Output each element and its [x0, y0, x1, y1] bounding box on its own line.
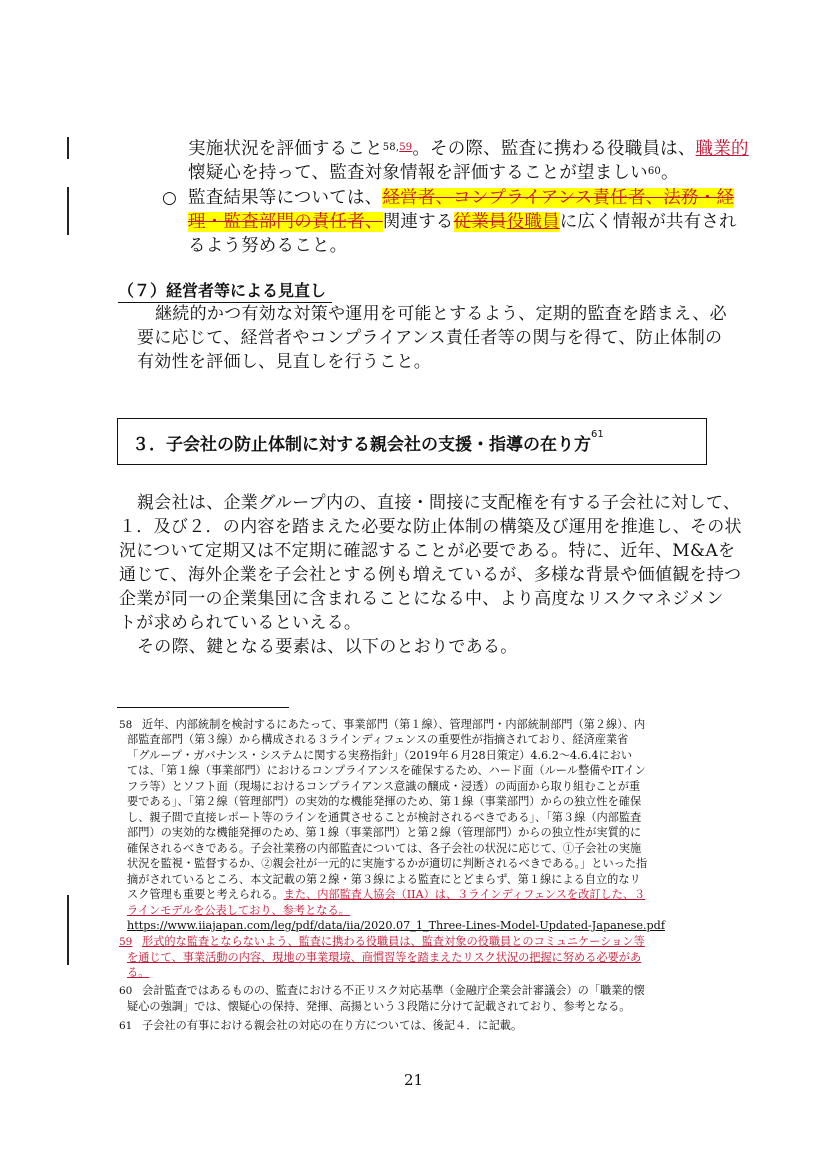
- text-segment: に広く情報が共有され: [559, 212, 737, 232]
- deleted-text: 理・監査部門の責任者、: [188, 212, 383, 232]
- footnote-number: 60: [119, 985, 133, 997]
- footnote-line: 摘がされているところ、本文記載の第２線・第３線による監査にとどまらず、第１線による自立的なリ: [127, 873, 641, 886]
- footnote-number: 61: [119, 1020, 133, 1032]
- footnote-line: [127, 965, 149, 981]
- text-segment: 。その際、監査に携わる役職員は、: [412, 139, 696, 159]
- deleted-text: 従業員: [453, 212, 507, 232]
- footnote-line: 部門）の実効的な機能発揮のため、第１線（事業部門）と第２線（管理部門）からの独立性が実質的に: [127, 826, 642, 839]
- text-segment: 懐疑心を持って、監査対象情報を評価することが望ましい: [188, 163, 648, 183]
- footnote-line: 疑心の強調」では、懐疑心の保持、発揮、高揚という３段階に分けて記載されており、参考となる。: [127, 1000, 631, 1013]
- footnote-separator: [117, 707, 289, 708]
- section-title: [132, 430, 604, 455]
- footnote-60: [119, 983, 132, 1000]
- footnote-61: [119, 1018, 132, 1035]
- paragraph-line: 通じて、海外企業を子会社とする例も増えているが、多様な背景や価値観を持つ: [119, 565, 742, 585]
- footnote-line: し、親子間で直接レポート等のラインを通貫させることが検討されるべきである」、「第３線（内部監査: [127, 811, 642, 824]
- bullet-text-line: [188, 161, 679, 185]
- bullet-text-line: [188, 234, 347, 258]
- footnote-line: 近年、内部統制を検討するにあたって、事業部門（第１線）、管理部門・内部統制部門（第２線）、内: [142, 718, 646, 731]
- paragraph-line: その際、鍵となる要素は、以下のとおりである。: [137, 637, 518, 657]
- paragraph-line: 継続的かつ有効な対策や運用を可能とするよう、定期的監査を踏まえ、必: [155, 304, 727, 324]
- paragraph-line: 有効性を評価し、見直しを行うこと。: [137, 352, 432, 372]
- paragraph-line: 要に応じて、経営者やコンプライアンス責任者等の関与を得て、防止体制の: [137, 328, 723, 348]
- footnote-line: 「グループ・ガバナンス・システムに関する実務指針」（2019年６月28日策定）4.6.2～4.6.4におい: [127, 749, 633, 762]
- paragraph-line: トが求められているといえる。: [119, 613, 362, 633]
- text-segment: 関連する: [382, 212, 454, 232]
- bullet-text-line: [188, 210, 737, 234]
- deleted-text: 経営者、コンプライアンス責任者、法務・経: [382, 188, 735, 208]
- section-title-text: ３．子会社の防止体制に対する親会社の支援・指導の在り方: [132, 435, 591, 455]
- footnote-line: [142, 934, 645, 950]
- text-segment: スク管理も重要と考えられる。: [127, 888, 284, 901]
- footnote-line: [127, 903, 350, 919]
- bullet-text-line: [188, 186, 734, 210]
- change-bar: [67, 895, 69, 965]
- inserted-text: 職業的: [695, 139, 749, 159]
- inserted-text: る。: [127, 966, 150, 979]
- footnote-number: 58: [119, 719, 133, 731]
- text-segment: 。: [660, 163, 679, 183]
- footnote-ref-61: 61: [591, 429, 604, 440]
- footnote-line: [127, 950, 641, 966]
- inserted-text: 役職員: [506, 212, 560, 232]
- paragraph-line: １．及び２．の内容を踏まえた必要な防止体制の構築及び運用を推進し、その状: [119, 517, 742, 537]
- text-segment: 実施状況を評価すること: [188, 139, 383, 159]
- footnote-ref-60: 60: [647, 166, 661, 177]
- footnote-ref-59: 59: [399, 142, 413, 153]
- paragraph-line: 親会社は、企業グループ内の、直接・間接に支配権を有する子会社に対して、: [137, 493, 741, 513]
- section-title-box: [117, 418, 707, 465]
- footnote-line: 会計監査ではあるものの、監査における不正リスク対応基準（金融庁企業会計審議会）の「職業的懐: [142, 984, 645, 997]
- footnote-line: 確保されるべきである。子会社業務の内部監査については、各子会社の状況に応じて、①子会社の実施: [127, 842, 642, 855]
- inserted-text: を通じて、事業活動の内容、現地の事業環境、商慣習等を踏まえたリスク状況の把握に努める必要があ: [127, 951, 642, 964]
- footnote-line: 部監査部門（第３線）から構成される３ラインディフェンスの重要性が指摘されており、経済産業省: [127, 733, 629, 746]
- inserted-text: ラインモデルを公表しており、参考となる。: [127, 904, 350, 917]
- paragraph-line: 企業が同一の企業集団に含まれることになる中、より高度なリスクマネジメン: [119, 589, 724, 609]
- footnote-number: 59: [119, 936, 133, 948]
- footnote-line: [127, 887, 645, 903]
- subsection-heading: （７）経営者等による見直し: [118, 280, 332, 303]
- footnote-line: ては、「第１線（事業部門）におけるコンプライアンスを確保するため、ハード面（ルール整備やITイン: [127, 764, 646, 777]
- text-segment: るよう努めること。: [188, 236, 348, 256]
- paragraph-line: 況について定期又は不定期に確認することが必要である。特に、近年、M&Aを: [119, 541, 736, 561]
- text-segment: 監査結果等については、: [188, 188, 383, 208]
- footnote-59: [119, 934, 132, 951]
- footnote-line: 要である」、「第２線（管理部門）の実効的な機能発揮のため、第１線（事業部門）からの独立性を確保: [127, 795, 642, 808]
- inserted-text: また、内部監査人協会（IIA）は、３ラインディフェンスを改訂した、３: [283, 888, 646, 901]
- footnote-line: フラ等）とソフト面（現場におけるコンプライアンス意識の醸成・浸透）の両面から取り組むことが重: [127, 780, 641, 793]
- footnote-line: 子会社の有事における親会社の対応の在り方については、後記４．に記載。: [142, 1019, 523, 1032]
- footnote-line: [127, 918, 665, 934]
- change-bar: [67, 187, 69, 235]
- bullet-text-line: [188, 137, 749, 161]
- footnote-ref-58: 58,: [382, 142, 400, 153]
- bullet-marker: ○: [162, 188, 177, 208]
- inserted-text: 形式的な監査とならないよう、監査に携わる役職員は、監査対象の役職員とのコミュニケーション等: [142, 935, 645, 948]
- page-number: 21: [403, 1071, 424, 1089]
- footnote-link[interactable]: https://www.iiajapan.com/leg/pdf/data/iia/2020.07_1_Three-Lines-Model-Updated-Japanese.pdf: [127, 919, 665, 932]
- footnote-line: 状況を監視・監督するか、②親会社が一元的に実施するかが適切に判断されるべきである。」といった指: [127, 857, 648, 870]
- change-bar: [67, 137, 69, 159]
